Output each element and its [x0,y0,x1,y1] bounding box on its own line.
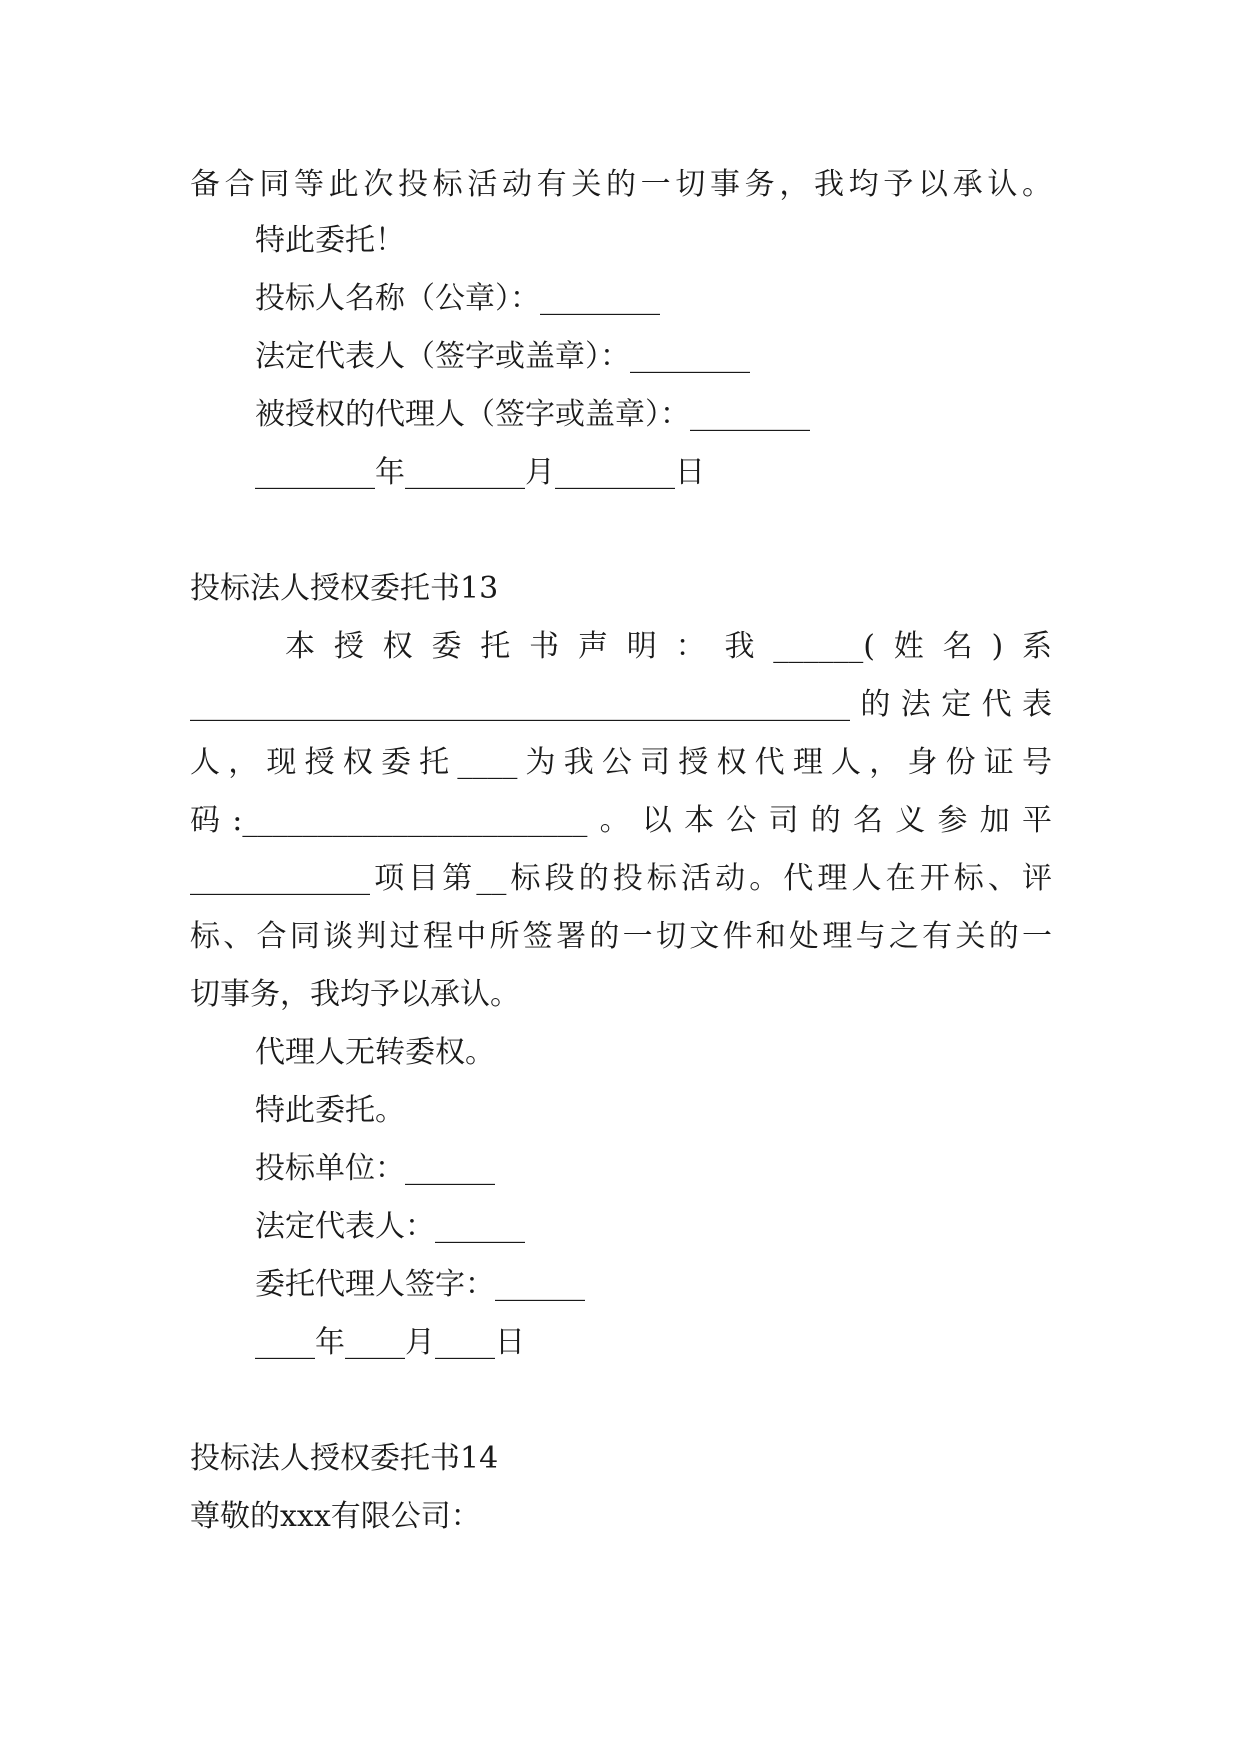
paragraph-line: 本授权委托书声明：我______(姓名)系 [285,629,1052,664]
paragraph-line: 切事务，我均予以承认。 [190,977,520,1012]
paragraph-line: 人，现授权委托____为我公司授权代理人，身份证号 [190,745,1052,780]
authorized-agent-field: 被授权的代理人（签字或盖章）：________ [255,397,810,432]
closing-phrase: 特此委托。 [255,1093,405,1128]
paragraph-line: 备合同等此次投标活动有关的一切事务，我均予以承认。 [190,167,1052,202]
paragraph-line: 标、合同谈判过程中所签署的一切文件和处理与之有关的一 [190,919,1052,954]
salutation: 尊敬的xxx有限公司： [190,1499,481,1534]
date-field: ________年________月________日 [255,455,705,490]
bidder-name-field: 投标人名称（公章）：________ [255,281,660,316]
no-subdelegation-note: 代理人无转委权。 [255,1035,495,1070]
date-field: ____年____月____日 [255,1325,525,1360]
paragraph-line: 码:_______________________。以本公司的名义参加平 [190,803,1052,838]
paragraph-line: ____________项目第__标段的投标活动。代理人在开标、评 [190,861,1052,896]
legal-representative-field: 法定代表人（签字或盖章）：________ [255,339,750,374]
closing-phrase: 特此委托！ [255,223,405,258]
agent-signature-field: 委托代理人签字：______ [255,1267,585,1302]
paragraph-line: ____________________________________________的法定代表 [190,687,1052,722]
bidding-unit-field: 投标单位：______ [255,1151,495,1186]
legal-representative-field: 法定代表人：______ [255,1209,525,1244]
section-title: 投标法人授权委托书14 [190,1441,499,1476]
section-title: 投标法人授权委托书13 [190,571,499,606]
